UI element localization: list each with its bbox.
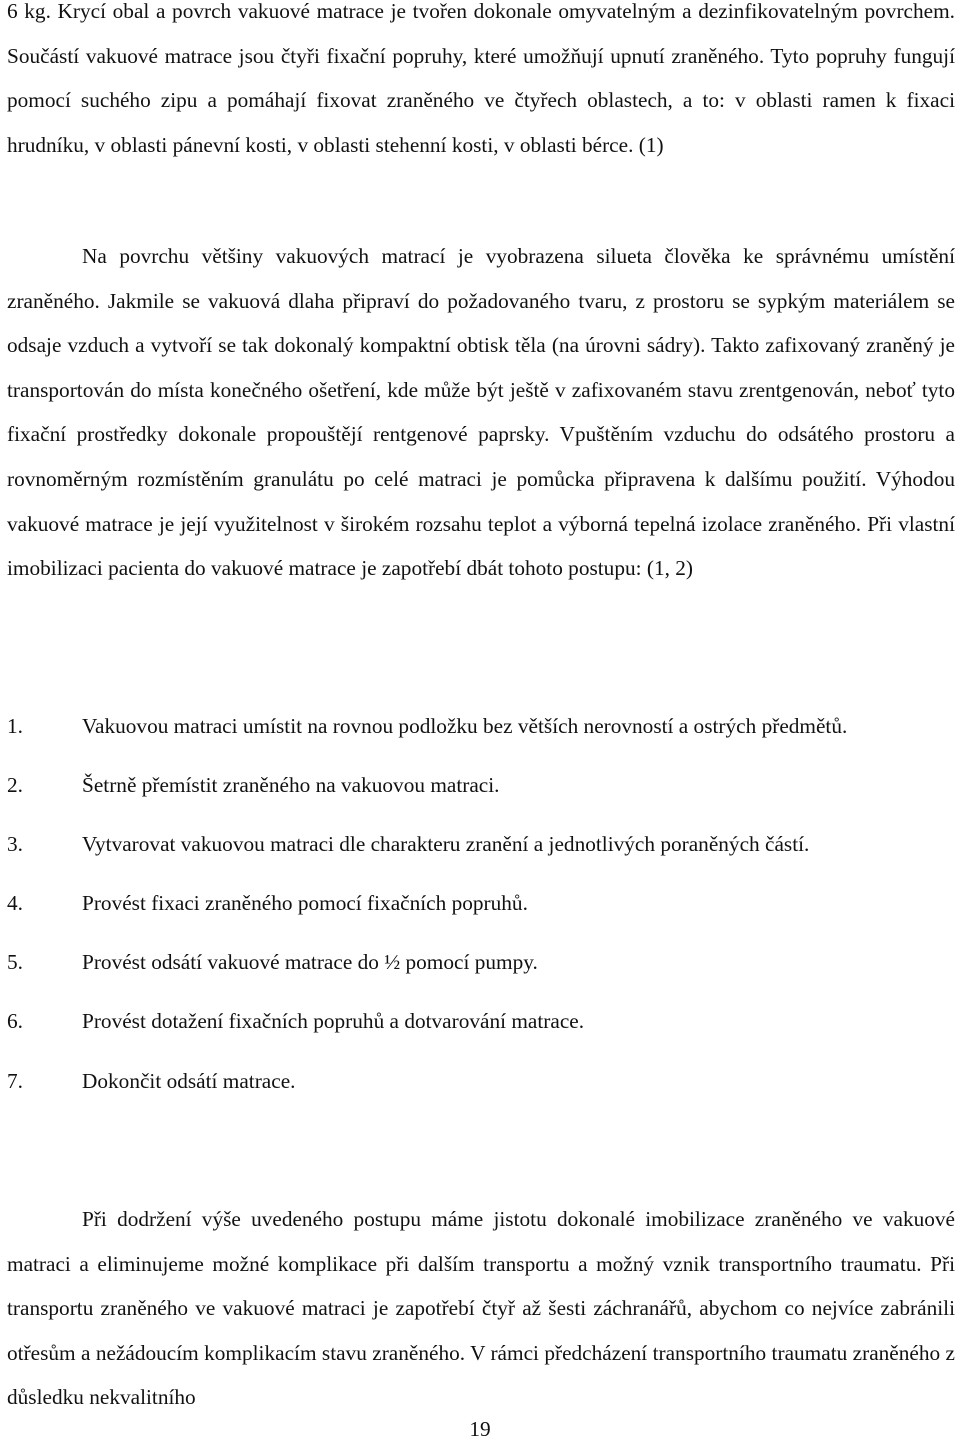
procedure-steps-list [7, 704, 955, 1118]
list-item-text: Provést fixaci zraněného pomocí fixačních popruhů. [82, 891, 528, 916]
paragraph-mattress-usage: Na povrchu většiny vakuových matrací je vyobrazena silueta člověka ke správnému umístění zraněného. Jakmile se vakuová dlaha připraví do požadovaného tvaru, z prostoru se sypkým materiálem se odsaje vzduch a vytvoří se tak dokonalý kompaktní obtisk těla (na úrovni sádry). Takto zafixovaný zraněný je transportován do místa konečného ošetření, kde může být ještě v zafixovaném stavu zrentgenován, neboť tyto fixační prostředky dokonale propouštějí rentgenové paprsky. Vpuštěním vzduchu do odsátého prostoru a rovnoměrným rozmístěním granulátu po celé matraci je pomůcka připravena k dalšímu použití. Výhodou vakuové matrace je její využitelnost v širokém rozsahu teplot a výborná tepelná izolace zraněného. Při vlastní imobilizaci pacienta do vakuové matrace je zapotřebí dbát tohoto postupu: (1, 2) [7, 244, 955, 581]
list-item-number: 6. [7, 1009, 23, 1034]
list-item-text: Vakuovou matraci umístit na rovnou podložku bez větších nerovností a ostrých předmětů. [82, 714, 848, 738]
page-number: 19 [469, 1417, 491, 1441]
list-item-number: 1. [7, 714, 23, 738]
list-item [7, 999, 955, 1044]
list-item-number: 4. [7, 891, 23, 916]
list-item-number: 5. [7, 950, 23, 975]
list-item [7, 822, 955, 867]
list-item [7, 881, 955, 926]
list-item-text: Vytvarovat vakuovou matraci dle charakteru zranění a jednotlivých poraněných částí. [82, 832, 810, 857]
list-item [7, 704, 955, 749]
list-item-text: Šetrně přemístit zraněného na vakuovou matraci. [82, 773, 500, 798]
paragraph-mattress-description: 6 kg. Krycí obal a povrch vakuové matrace je tvořen dokonale omyvatelným a dezinfikovatelným povrchem. Součástí vakuové matrace jsou čtyři fixační popruhy, které umožňují upnutí zraněného. Tyto popruhy fungují pomocí suchého zipu a pomáhají fixovat zraněného ve čtyřech oblastech, a to: v oblasti ramen k fixaci hrudníku, v oblasti pánevní kosti, v oblasti stehenní kosti, v oblasti bérce. (1) [7, 0, 955, 157]
list-item-number: 2. [7, 773, 23, 798]
list-item-text: Dokončit odsátí matrace. [82, 1068, 296, 1093]
list-item [7, 763, 955, 808]
list-item [7, 1059, 955, 1104]
list-item [7, 940, 955, 985]
list-item-number: 3. [7, 832, 23, 857]
list-item-text: Provést odsátí vakuové matrace do ½ pomocí pumpy. [82, 950, 538, 975]
list-item-number: 7. [7, 1068, 23, 1093]
paragraph-procedure-conclusion: Při dodržení výše uvedeného postupu máme jistotu dokonalé imobilizace zraněného ve vakuové matraci a eliminujeme možné komplikace při dalším transportu a možný vznik transportního traumatu. Při transportu zraněného ve vakuové matraci je zapotřebí čtyř až šesti záchranářů, abychom co nejvíce zabránili otřesům a nežádoucím komplikacím stavu zraněného. V rámci předcházení transportního traumatu zraněného z důsledku nekvalitního [7, 1207, 955, 1410]
list-item-text: Provést dotažení fixačních popruhů a dotvarování matrace. [82, 1009, 585, 1034]
